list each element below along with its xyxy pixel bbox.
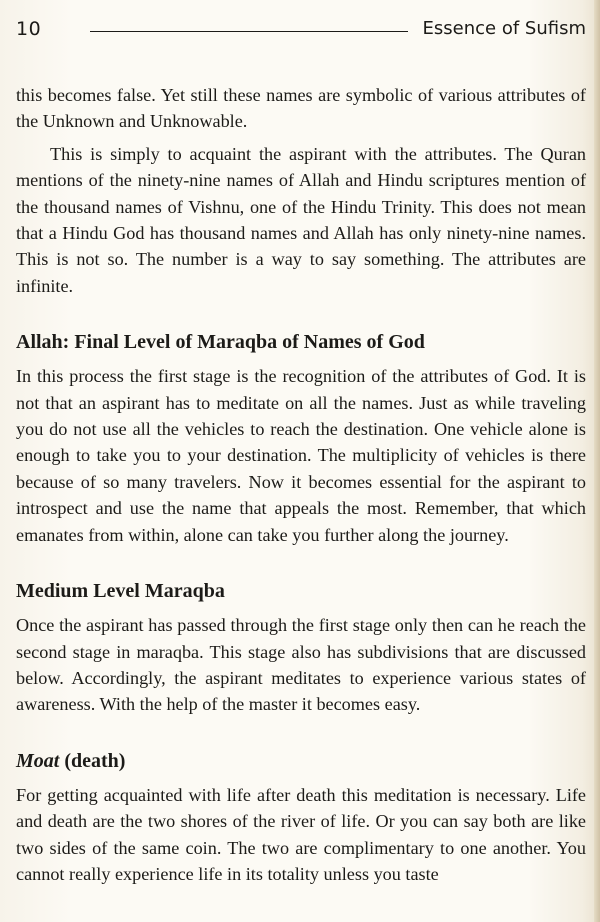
paragraph-3: In this process the first stage is the recognition of the attributes of God. It is not that an aspirant has to meditate on all the names. Just as while traveling you do not use all the vehicles to reach the destination. One vehicle alone is enough to take you to your destination. The multiplicity of vehicles is there because of so many travelers. Now it becomes essential for the aspirant to introspect and use the name that appeals the most. Remember, that which emanates from within, alone can take you further along the journey. <box>16 366 586 545</box>
heading-suffix: (death) <box>59 749 126 772</box>
paragraph-2: This is simply to acquaint the aspirant with the attributes. The Quran mentions of the ninety-nine names of Allah and Hindu scriptures mention of the thousand names of Vishnu, one of the Hindu Trinity. This does not mean that a Hindu God has thousand names and Allah has only ninety-nine names. This is not so. The number is a way to say something. The attributes are infinite. <box>16 143 586 296</box>
header-rule <box>90 31 408 32</box>
page-body <box>16 82 586 887</box>
section-heading-moat <box>16 748 586 774</box>
page-edge-shadow <box>594 0 600 922</box>
book-title: Essence of Sufism <box>422 18 586 39</box>
paragraph-4: Once the aspirant has passed through the first stage only then can he reach the second stage in maraqba. This stage also has subdivisions that are discussed below. Accordingly, the aspirant meditates to experience various states of awareness. With the help of the master it becomes easy. <box>16 615 586 715</box>
section-heading-allah: Allah: Final Level of Maraqba of Names of God <box>16 331 425 354</box>
section-heading-medium-level: Medium Level Maraqba <box>16 580 225 603</box>
page-number: 10 <box>16 18 42 40</box>
paragraph-5: For getting acquainted with life after death this meditation is necessary. Life and death are the two shores of the river of life. Or you can say both are like two sides of the same coin. The two are complimentary to one another. You cannot really experience life in its totality unless you taste <box>16 784 586 884</box>
running-head <box>16 18 586 44</box>
heading-italic-term: Moat <box>16 749 60 772</box>
paragraph-1: this becomes false. Yet still these names are symbolic of various attributes of the Unknown and Unknowable. <box>16 85 586 132</box>
